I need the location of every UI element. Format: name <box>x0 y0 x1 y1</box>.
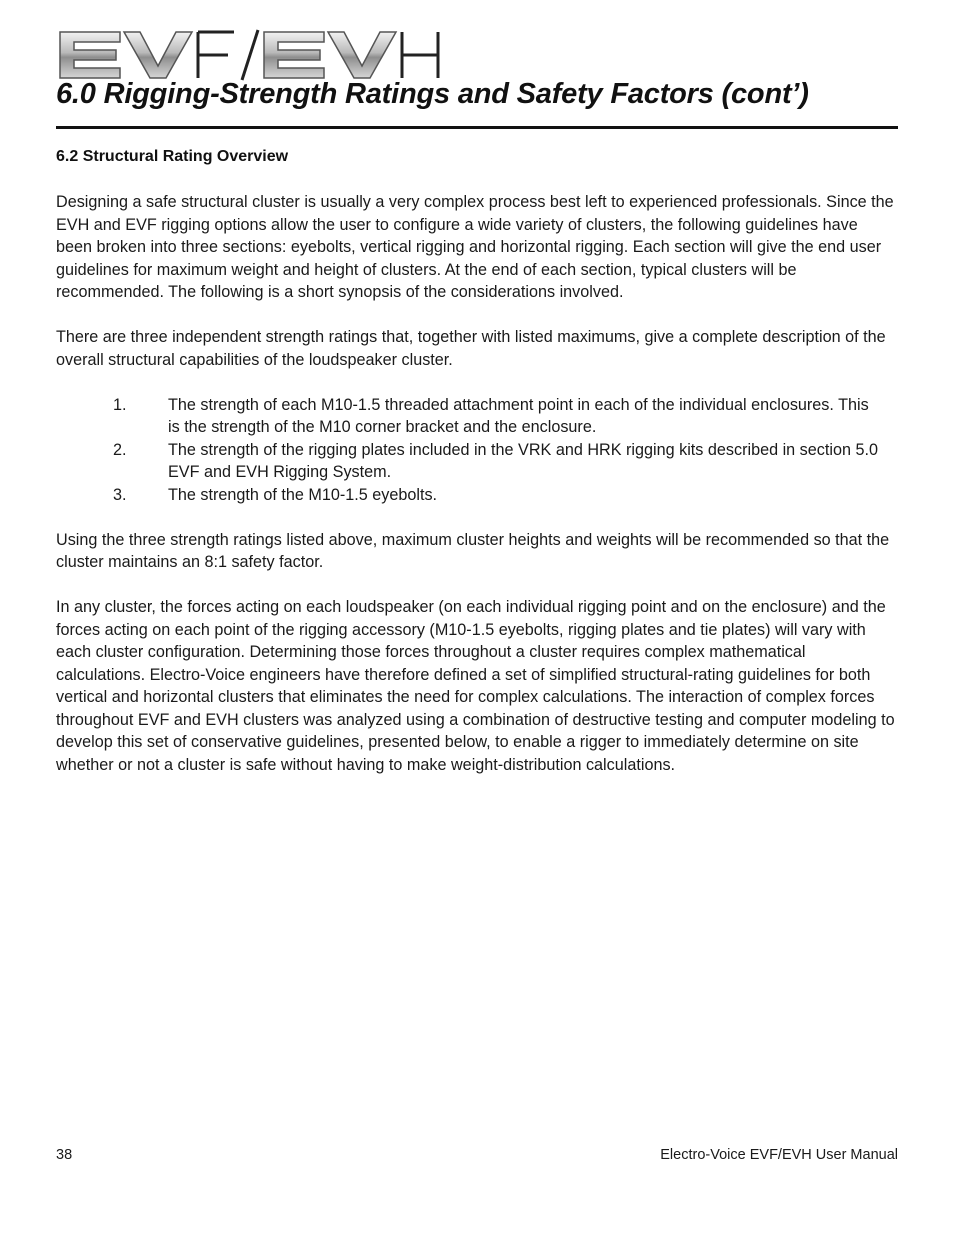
list-item <box>56 394 898 439</box>
list-item <box>56 484 898 507</box>
page-title: 6.0 Rigging-Strength Ratings and Safety Factors (cont’) <box>56 78 809 110</box>
list-text: The strength of each M10-1.5 threaded attachment point in each of the individual enclosures. This is the strength of the M10 corner bracket and the enclosure. <box>168 395 869 436</box>
page-number: 38 <box>56 1147 73 1163</box>
paragraph: In any cluster, the forces acting on each loudspeaker (on each individual rigging point and on the enclosure) and the forces acting on each point of the rigging accessory (M10-1.5 eyebolts, rigging plates and tie plates) will vary with each cluster configuration. Determining those forces throughout a cluster requires complex mathematical calculations. Electro-Voice engineers have therefore defined a set of simplified structural-rating guidelines for both vertical and horizontal clusters that eliminates the need for complex calculations. The interaction of complex forces throughout EVF and EVH clusters was analyzed using a combination of destructive testing and computer modeling to develop this set of conservative guidelines, presented below, to enable a rigger to immediately determine on site whether or not a cluster is safe without having to make weight-distribution calculations. <box>56 598 895 774</box>
section-heading: 6.2 Structural Rating Overview <box>56 148 289 165</box>
body-text <box>56 191 898 799</box>
paragraph: Designing a safe structural cluster is usually a very complex process best left to experienced professionals. Since the EVH and EVF rigging options allow the user to configure a wide variety of clusters, the following guidelines have been broken into three sections: eyebolts, vertical rigging and horizontal rigging. Each section will give the end user guidelines for maximum weight and height of clusters. At the end of each section, typical clusters will be recommended. The following is a short synopsis of the considerations involved. <box>56 193 894 301</box>
footer-manual-title: Electro-Voice EVF/EVH User Manual <box>660 1147 898 1163</box>
evf-evh-logo <box>58 20 448 82</box>
title-divider <box>56 126 898 129</box>
list-number: 2. <box>113 440 127 459</box>
logo-graphic <box>58 28 448 82</box>
list-text: The strength of the rigging plates included in the VRK and HRK rigging kits described in section 5.0 EVF and EVH Rigging System. <box>168 440 878 481</box>
paragraph: Using the three strength ratings listed above, maximum cluster heights and weights will be recommended so that the cluster maintains an 8:1 safety factor. <box>56 530 890 571</box>
list-number: 1. <box>113 395 127 414</box>
paragraph: There are three independent strength ratings that, together with listed maximums, give a complete description of the overall structural capabilities of the loudspeaker cluster. <box>56 328 886 369</box>
list-text: The strength of the M10-1.5 eyebolts. <box>168 485 438 504</box>
list-number: 3. <box>113 485 127 504</box>
strength-ratings-list <box>56 394 898 507</box>
list-item <box>56 439 898 484</box>
